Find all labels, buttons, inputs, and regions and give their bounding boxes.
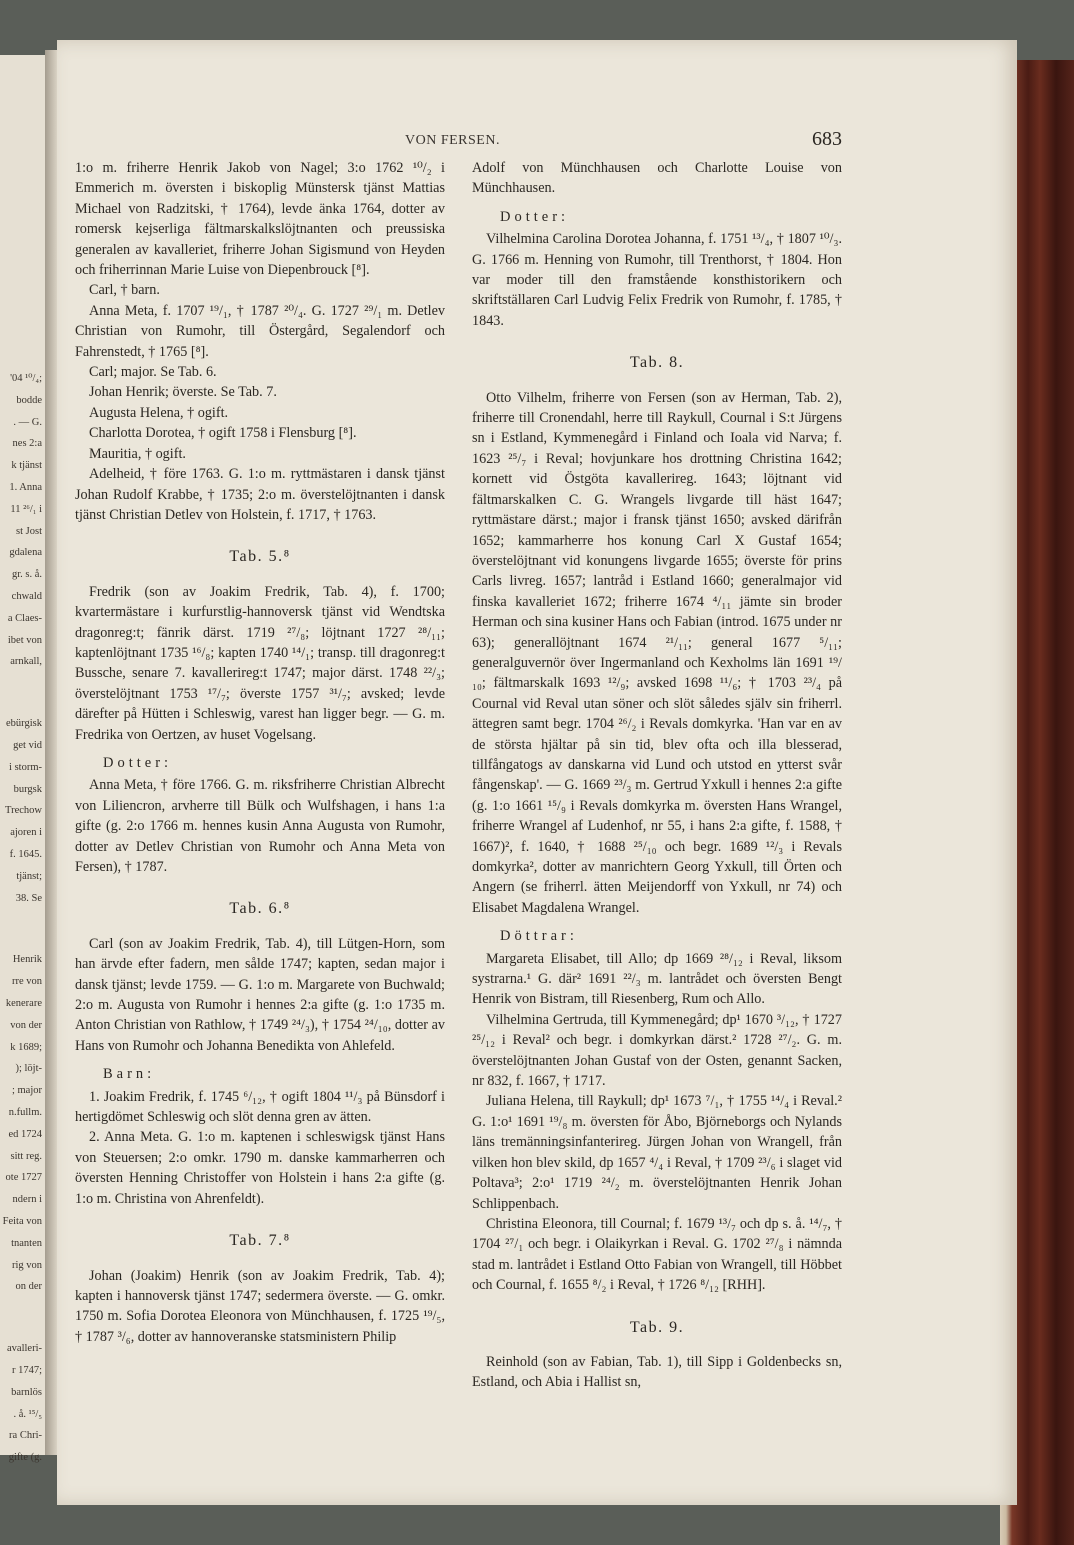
page-number: 683 <box>812 128 842 150</box>
facing-page-line: 11 ²⁶/₁ i <box>10 503 42 515</box>
facing-page-line: ibet von <box>7 634 42 646</box>
facing-page-line: kenerare <box>5 998 42 1009</box>
right-intro: Adolf von Münchhausen och Charlotte Louise von Münchhausen. <box>472 160 842 197</box>
facing-page-line: get vid <box>13 740 42 751</box>
facing-page-line: nes 2:a <box>12 438 42 450</box>
facing-page-line: sitt reg. <box>10 1150 42 1162</box>
facing-page-line: gr. s. å. <box>11 569 42 581</box>
tab5-text: Fredrik (son av Joakim Fredrik, Tab. 4), f. 1700; kvartermästare i kurfurstlig-hannoversk tjänst vid Wendtska dragonreg:t; fänrik därst. 1719 ²⁷/₈; löjtnant 1727 ²⁸/₁₁; kaptenlöjtnant 1735 ¹⁶/₈; kapten 1740 ¹⁴/₁; transp. till dragonreg:t Bussche, senare 7. kavallerireg:t 1747; major därst. 1748 ²²/₃; överstelöjtnant 1753 ¹⁷/₇; överste 1757 ³¹/₇; avsked; levde därefter på Hütten i Schleswig, varest han ligger begr. — G. m. Fredrika von Oertzen, av huset Vogelsang. <box>75 583 445 743</box>
tab9-text: Reinhold (son av Fabian, Tab. 1), till Sipp i Goldenbecks sn, Estland, och Abia i Hallist sn, <box>472 1353 842 1391</box>
running-head: VON FERSEN. <box>405 133 500 148</box>
tab5-daughter: Anna Meta, † före 1766. G. m. riksfriherre Christian Albrecht von Liliencron, arvherre till Bülk och Wulfshagen, i hans 1:a gifte (g. 2:o 1766 m. hennes kusin Anna Augusta von Rumohr, dotter av Detlev Christian von Rumohr och Anna Meta von Fersen), † 1787. <box>75 777 445 875</box>
child-entry: Carl; major. Se Tab. 6. <box>89 364 217 381</box>
facing-page-line: st Jost <box>16 525 42 537</box>
child-entry: Anna Meta, f. 1707 ¹⁹/₁, † 1787 ²⁰/₄. G. 1727 ²⁹/₁ m. Detlev Christian von Rumohr, till Östergård, Segalendorf och Fahrenstedt, † 1765 [⁸]. <box>75 302 445 360</box>
tab6-subheading: Barn: <box>103 1066 156 1083</box>
facing-page-line: ote 1727 <box>5 1172 42 1184</box>
facing-page-line: gdalena <box>9 547 42 559</box>
tab8-text: Otto Vilhelm, friherre von Fersen (son av Herman, Tab. 2), friherre till Cronendahl, herre till Raykull, Cournal i S:t Jürgens sn i Estland, Kymmenegård i Finland och Ioala vid Narva; f. 1623 ²⁵/₇ i Reval; hovjunkare hos drottning Christina 1642; kornett vid Östgöta kavallerireg. 1643; löjtnant vid fältmarskalken C. G. Wrangels livgarde till häst 1647; ryttmästare därst.; major i fransk tjänst 1650; avsked därifrån 1652; kammarherre hos konung Carl X Gustaf 1654; överstelöjtnant vid konungens livgarde 1655; överste för prins Carls livreg. 1657; lantråd i Estland 1660; generalmajor vid finska kavalleriet 1672; friherre 1674 ⁴/₁₁ jämte sin broder Herman och sina kusiner Hans och Fabian (introd. 1675 under nr 63); generallöjtnant 1674 ²¹/₁₁; general 1677 ⁵/₁₁; generalguvernör över Ingermanland och Kexholms län 1691 ¹⁹/₁₀; fältmarskalk 1693 ¹²/₉; avsked 1698 ¹¹/₆; † 1703 ²³/₄ på Cournal vid Reval utan söner och slöt således själv sin friherrl. ättegren samt begr. 1704 ²⁶/₂ i Revals domkyrka. 'Han var en av de största hjältar på sin tid, blev ofta och illa blesserad, tillfångatogs av danskarna vid Lund och utstod en ytterst svår fångenskap'. — G. 1669 ²³/₃ m. Gertrud Yxkull i hennes 2:a gifte (g. 1:o 1661 ¹⁵/₉ i Revals domkyrka m. översten Hans Wrangel, friherre Wrangel af Ludenhof, nr 55, i hans 2:a gifte, f. 1588, † 1667)², f. 1640, † 1688 ²⁵/₁₀ och begr. 1689 ¹²/₃ i Revals domkyrka², dotter av manrichtern Georg Yxkull, till Örten och Angern (se friherrl. ätten Meijendorff von Yxkull, nr 74) och Elisabet Magdalena Wrangel. <box>472 389 842 916</box>
facing-page-line: ajoren i <box>10 827 42 839</box>
facing-page-fragment <box>0 55 46 1464</box>
facing-page-line: a Claes- <box>7 612 42 624</box>
facing-page-line: Trechow <box>5 805 42 817</box>
facing-page-line: i storm- <box>9 761 42 773</box>
intro-paragraph: 1:o m. friherre Henrik Jakob von Nagel; 3:o 1762 ¹⁰/₂ i Emmerich m. översten i biskoplig Münstersk tjänst Mattias Michael von Radzitski, † 1764), levde änka 1764, dotter av romersk kejserliga fältmarskalkslöjtnanten och preussiska generalen av kavalleriet, friherre Johan Sigismund von Heyden och friherrinnan Marie Luise von Diepenbrouck [⁸]. <box>75 160 445 279</box>
child-entry: Charlotta Dorotea, † ogift 1758 i Flensburg [⁸]. <box>89 425 357 442</box>
facing-page-line: rig von <box>11 1259 42 1271</box>
facing-page-line: von der <box>10 1019 42 1031</box>
facing-page-line: ra Chri- <box>9 1430 42 1442</box>
facing-page-line: ed 1724 <box>8 1128 42 1140</box>
child-entry: Adelheid, † före 1763. G. 1:o m. ryttmästaren i dansk tjänst Johan Rudolf Krabbe, † 1735; 2:o m. överstelöjtnanten i dansk tjänst Christian Detlev von Holstein, f. 1717, † 1763. <box>75 466 445 523</box>
book-gutter <box>45 50 57 1455</box>
facing-page-line: . å. ¹⁵/₅ <box>13 1408 42 1420</box>
child-entry: Johan Henrik; överste. Se Tab. 7. <box>89 384 277 401</box>
facing-page-line: on der <box>15 1281 42 1293</box>
facing-page-line: k tjänst <box>11 460 42 472</box>
facing-page-line: avalleri- <box>7 1343 42 1355</box>
facing-page-line: 38. Se <box>15 892 42 904</box>
child-entry: Mauritia, † ogift. <box>89 445 186 462</box>
tab5-subheading: Dotter: <box>103 754 173 771</box>
facing-page-line: arnkall, <box>10 656 42 668</box>
facing-page-line: k 1689; <box>10 1041 42 1053</box>
children-list <box>75 280 445 525</box>
tab8-daughter-1: Margareta Elisabet, till Allo; dp 1669 ²⁸/₁₂ i Reval, liksom systrarna.¹ G. där² 1691 ²²/₃ m. lantrådet och översten Bengt Henrik von Bistram, till Riesenberg, Rum och Allo. <box>472 950 842 1008</box>
tab8-daughter-4: Christina Eleonora, till Cournal; f. 1679 ¹³/₇ och dp s. å. ¹⁴/₇, † 1704 ²⁷/₁ och begr. i Olaikyrkan i Reval. G. 1702 ²⁷/₈ i nämnda stad m. lantrådet i Estland Otto Fabian von Wrangell, till Höbbet och Cournal, f. 1655 ⁸/₂ i Reval, † 1726 ⁸/₁₂ [RHH]. <box>472 1215 842 1294</box>
facing-page-line: ; major <box>11 1085 42 1097</box>
right-subheading-dotter: Dotter: <box>500 208 570 225</box>
facing-page-line: tjänst; <box>16 870 42 882</box>
facing-page-line: f. 1645. <box>9 849 42 860</box>
tab6-child-2: 2. Anna Meta. G. 1:o m. kaptenen i schleswigsk tjänst Hans von Steuersen; 2:o omkr. 1790 m. danske kammarherren och översten Henning Christoffer von Holstein i hans 2:a gifte (g. 1:o m. Christina von Ahrenfeldt). <box>75 1129 445 1207</box>
facing-page-line: burgsk <box>13 783 42 795</box>
right-daughter: Vilhelmina Carolina Dorotea Johanna, f. 1751 ¹³/₄, † 1807 ¹⁰/₃. G. 1766 m. Henning von Rumohr, till Trenthorst, † 1804. Hon var moder till den framstående konsthistorikern och skriftställaren Carl Ludvig Felix Fredrik von Rumohr, f. 1785, † 1843. <box>472 231 842 329</box>
facing-page-line: chwald <box>11 591 42 602</box>
facing-page-line: . — G. <box>13 416 42 428</box>
tab8-heading: Tab. 8. <box>629 354 685 372</box>
tab6-text: Carl (son av Joakim Fredrik, Tab. 4), till Lütgen-Horn, som han ärvde efter fadern, men sålde 1747; kapten, sedan major i dansk tjänst; levde 1759. — G. 1:o m. Margarete von Buchwald; 2:o m. Augusta von Rumohr i hennes 2:a gifte (g. 1:o 1735 m. Anton Christian von Rathlow, † 1749 ²⁴/₃), † 1754 ²⁴/₁₀, dotter av Hans von Rumohr och Johanna Benedikta von Ahlefeld. <box>75 935 445 1054</box>
facing-page-line: rre von <box>11 976 42 988</box>
tab6-child-1: 1. Joakim Fredrik, f. 1745 ⁶/₁₂, † ogift 1804 ¹¹/₃ på Bünsdorf i hertigdömet Schleswig och slöt denna gren av ätten. <box>75 1088 445 1126</box>
facing-page-line: ); löjt- <box>15 1063 42 1075</box>
facing-page-line: barnlös <box>11 1386 42 1398</box>
facing-page-line: ndern i <box>12 1194 42 1206</box>
tab7-heading: Tab. 7.⁸ <box>229 1232 291 1250</box>
right-column <box>472 158 842 1393</box>
left-column <box>75 158 445 1347</box>
facing-page-line: 1. Anna <box>9 482 42 493</box>
facing-page-line: Henrik <box>12 954 42 966</box>
tab7-text: Johan (Joakim) Henrik (son av Joakim Fredrik, Tab. 4); kapten i hannoversk tjänst 1747; sedermera överste. — G. omkr. 1750 m. Sofia Dorotea Eleonora von Münchhausen, f. 1725 ¹⁹/₅, † 1787 ³/₆, dotter av hannoveranske statsministern Philip <box>75 1267 445 1345</box>
tab8-subheading: Döttrar: <box>500 928 578 945</box>
child-entry: Carl, † barn. <box>89 282 160 299</box>
facing-page-line: bodde <box>16 394 42 406</box>
facing-page-line: n.fullm. <box>8 1107 42 1118</box>
facing-page-line: tnanten <box>11 1237 42 1249</box>
facing-page-line: Feita von <box>2 1216 42 1227</box>
child-entry: Augusta Helena, † ogift. <box>89 404 229 421</box>
facing-page-line: '04 ¹⁰/₄; <box>10 373 42 384</box>
facing-page-line: gifte (g. <box>8 1452 42 1464</box>
facing-page-line: r 1747; <box>11 1365 42 1376</box>
tab5-heading: Tab. 5.⁸ <box>229 548 291 566</box>
tab8-daughter-2: Vilhelmina Gertruda, till Kymmenegård; dp¹ 1670 ³/₁₂, † 1727 ²⁵/₁₂ i Reval² och begr. i domkyrkan därst.² 1728 ²⁷/₂. G. m. överstelöjtnanten Johan Gustaf von der Osten, genannt Sacken, nr 832, f. 1667, † 1717. <box>472 1011 842 1090</box>
facing-page-line: ebürgisk <box>6 718 42 730</box>
tab9-heading: Tab. 9. <box>629 1318 685 1336</box>
tab8-daughter-3: Juliana Helena, till Raykull; dp¹ 1673 ⁷/₁, † 1755 ¹⁴/₄ i Reval.² G. 1:o¹ 1691 ¹⁹/₈ m. översten för Åbo, Björneborgs och Nylands läns tremänningsinfanterireg. Jürgen Johan von Wrangell, från vilken hon blev skild, dp 1657 ⁴/₄ i Reval, † 1709 ²³/₆ i slaget vid Poltava³; 2:o¹ 1719 ²⁴/₂ m. överstelöjtnanten Henrik Johan Schlippenbach. <box>472 1093 842 1212</box>
tab6-heading: Tab. 6.⁸ <box>229 900 291 918</box>
